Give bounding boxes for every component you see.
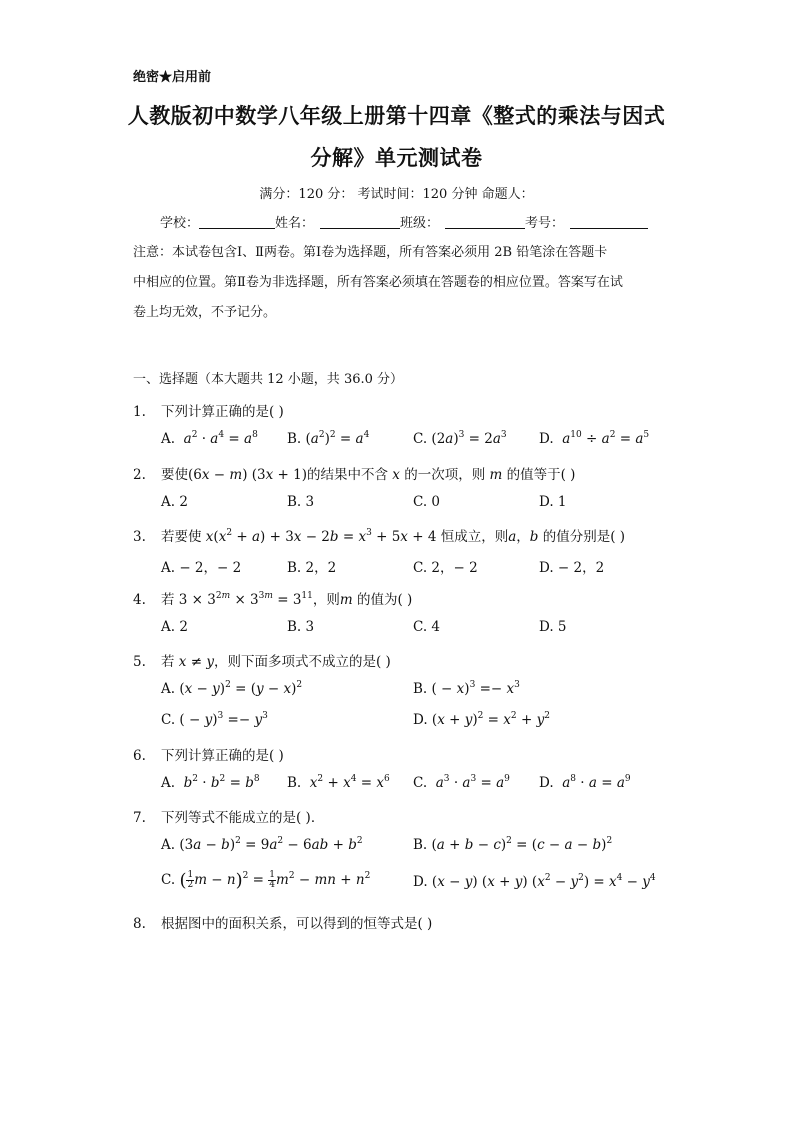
- exam-notice: [133, 238, 673, 328]
- exam-meta: 满分：120 分： 考试时间：120 分钟 命题人：: [259, 187, 534, 202]
- notice-line: 卷上均无效，不予记分。: [133, 305, 277, 320]
- question-8: 8. 根据图中的面积关系，可以得到的恒等式是( ): [133, 916, 433, 932]
- option-3b[interactable]: B. 2，2: [287, 560, 337, 576]
- option-5b[interactable]: B. ( − $x)^3 =- x^3$: [413, 680, 520, 697]
- class-blank[interactable]: [445, 214, 525, 229]
- option-3a[interactable]: A. − 2，− 2: [161, 560, 242, 576]
- name-blank[interactable]: [320, 214, 400, 229]
- option-4d[interactable]: D. 5: [539, 619, 567, 635]
- option-7b[interactable]: B. $(a + b - c)^2 = (c - a - b)^2$: [413, 836, 613, 853]
- option-7c[interactable]: C. ( $\frac{1}{2}$ m − n)$^2$ = $\frac{1}{4}$ $m^2$ − mn + $n^2$: [161, 870, 371, 891]
- option-5c[interactable]: C. ( − $y)^3 =- y^3$: [161, 711, 268, 728]
- school-blank[interactable]: [199, 214, 275, 229]
- option-4b[interactable]: B. 3: [287, 619, 315, 635]
- option-2c[interactable]: C. 0: [413, 494, 441, 510]
- option-1a[interactable]: A. $a^2 \cdot a^4 = a^8$: [161, 430, 258, 447]
- question-4: 4. 若 $3 \times 3^{2m} \times 3^{3m} = 3^{11}$，则m 的值为( ): [133, 591, 413, 608]
- option-5a[interactable]: A. $(x - y)^2 = (y - x)^2$: [161, 680, 303, 697]
- school-label: 学校：: [160, 216, 200, 231]
- option-4a[interactable]: A. 2: [161, 619, 188, 635]
- option-7d[interactable]: D. (x − y) (x + y) $(x^2 - y^2) = x^4 - y^4$: [413, 873, 656, 890]
- name-label: 姓名：: [275, 216, 315, 231]
- option-6d[interactable]: D. $a^8 \cdot a = a^9$: [539, 774, 631, 791]
- question-3: 3. 若要使 $x(x^2 + a) + 3x - 2b = x^3 + 5x + 4$ 恒成立，则a，b 的值分别是( ): [133, 528, 626, 545]
- option-6a[interactable]: A. $b^2 \cdot b^2 = b^8$: [161, 774, 260, 791]
- question-stem: 下列计算正确的是( ): [161, 404, 284, 420]
- option-4c[interactable]: C. 4: [413, 619, 441, 635]
- secret-label: 绝密★启用前: [133, 70, 212, 85]
- option-2d[interactable]: D. 1: [539, 494, 567, 510]
- option-1c[interactable]: C. $(2a)^3 = 2a^3$: [413, 430, 507, 447]
- option-3d[interactable]: D. − 2，2: [539, 560, 605, 576]
- option-1b[interactable]: B. $(a^2)^2 = a^4$: [287, 430, 370, 447]
- exam-no-label: 考号：: [525, 216, 565, 231]
- option-1d[interactable]: D. $a^{10} \div a^2 = a^5$: [539, 430, 650, 447]
- option-6b[interactable]: B. $x^2 + x^4 = x^6$: [287, 774, 390, 791]
- option-5d[interactable]: D. $(x + y)^2 = x^2 + y^2$: [413, 711, 550, 728]
- question-7: 7. 下列等式不能成立的是( )．: [133, 810, 325, 826]
- notice-line: 注意：本试卷包含Ⅰ、Ⅱ两卷。第Ⅰ卷为选择题，所有答案必须用 2B 铅笔涂在答题卡: [133, 245, 608, 260]
- section-heading: 一、选择题（本大题共 12 小题，共 36.0 分）: [133, 372, 404, 387]
- option-6c[interactable]: C. $a^3 \cdot a^3 = a^9$: [413, 774, 510, 791]
- exam-title-line1: 人教版初中数学八年级上册第十四章《整式的乘法与因式: [127, 103, 666, 128]
- option-7a[interactable]: A. $(3a - b)^2 = 9a^2 - 6ab + b^2$: [161, 836, 363, 853]
- class-label: 班级：: [400, 216, 440, 231]
- question-1: 1. 下列计算正确的是( ): [133, 404, 284, 420]
- notice-line: 中相应的位置。第Ⅱ卷为非选择题，所有答案必须填在答题卷的相应位置。答案写在试: [133, 275, 623, 290]
- question-2: 2. 要使(6x − m) (3x + 1)的结果中不含 x 的一次项，则 m 的值等于( ): [133, 467, 576, 483]
- option-2a[interactable]: A. 2: [161, 494, 188, 510]
- option-2b[interactable]: B. 3: [287, 494, 315, 510]
- question-5: 5. 若 x ≠ y，则下面多项式不成立的是( ): [133, 654, 391, 670]
- student-info-fields: [160, 212, 648, 231]
- exam-title-line2: 分解》单元测试卷: [310, 145, 483, 170]
- exam-no-blank[interactable]: [570, 214, 648, 229]
- question-6: 6. 下列计算正确的是( ): [133, 748, 284, 764]
- option-3c[interactable]: C. 2，− 2: [413, 560, 478, 576]
